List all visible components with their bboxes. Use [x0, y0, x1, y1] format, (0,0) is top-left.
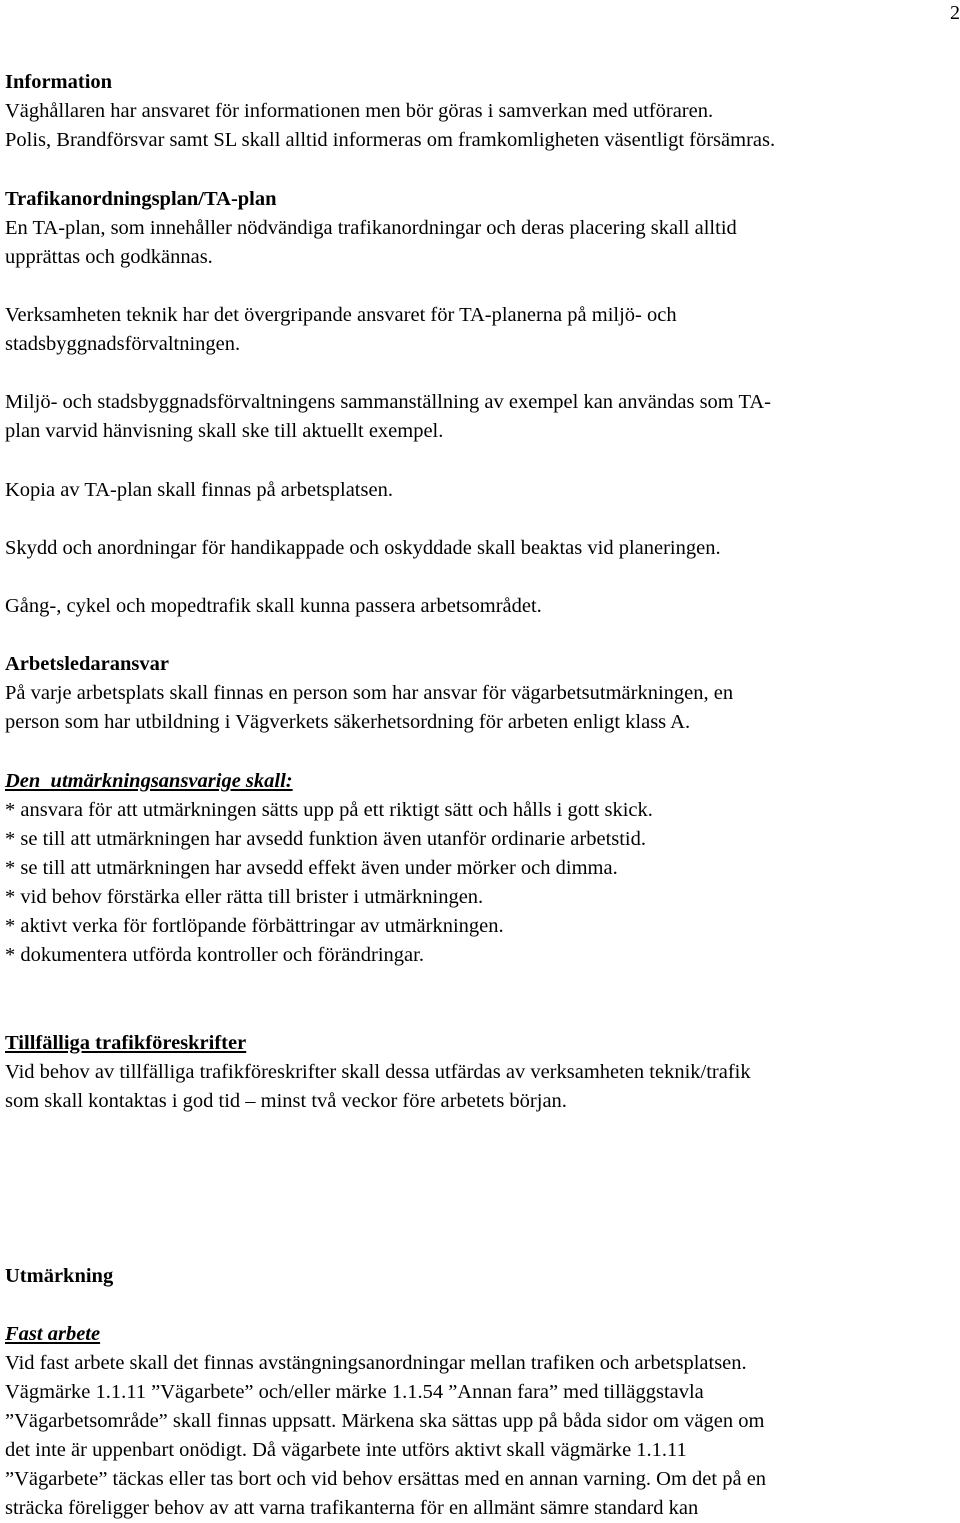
fast-arbete-line-4: det inte är uppenbart onödigt. Då vägarbete inte utförs aktivt skall vägmärke 1.1.11: [5, 1439, 687, 1461]
miljo-paragraph: [5, 388, 957, 446]
miljo-line-2: plan varvid hänvisning skall ske till aktuellt exempel.: [5, 420, 444, 442]
fast-arbete-line-6: sträcka föreligger behov av att varna trafikanterna för en allmänt sämre standard kan: [5, 1497, 699, 1519]
arbetsledaransvar-section: [5, 650, 957, 737]
page-number: 2: [950, 2, 960, 24]
tillfalliga-section: [5, 1029, 957, 1116]
utmarkningsansvarige-item-2: * se till att utmärkningen har avsedd funktion även utanför ordinarie arbetstid.: [5, 828, 647, 850]
information-line-1: Väghållaren har ansvaret för informationen men bör göras i samverkan med utföraren.: [5, 100, 714, 122]
tillfalliga-heading: Tillfälliga trafikföreskrifter: [5, 1032, 247, 1054]
ta-plan-heading: Trafikanordningsplan/TA-plan: [5, 188, 277, 210]
fast-arbete-line-1: Vid fast arbete skall det finnas avstängningsanordningar mellan trafiken och arbetsplatsen.: [5, 1352, 747, 1374]
fast-arbete-line-5: ”Vägarbete” täckas eller tas bort och vid behov ersättas med en annan varning. Om det på en: [5, 1468, 767, 1490]
utmarkning-heading: Utmärkning: [5, 1265, 114, 1287]
arbetsledaransvar-heading: Arbetsledaransvar: [5, 653, 169, 675]
arbetsledaransvar-line-2: person som har utbildning i Vägverkets säkerhetsordning för arbeten enligt klass A.: [5, 711, 691, 733]
miljo-line-1: Miljö- och stadsbyggnadsförvaltningens sammanställning av exempel kan användas som TA-: [5, 391, 772, 413]
gang-line: Gång-, cykel och mopedtrafik skall kunna passera arbetsområdet.: [5, 595, 542, 617]
skydd-line: Skydd och anordningar för handikappade och oskyddade skall beaktas vid planeringen.: [5, 537, 721, 559]
utmarkningsansvarige-heading: Den utmärkningsansvarige skall:: [5, 770, 293, 792]
fast-arbete-heading: Fast arbete: [5, 1323, 101, 1345]
fast-arbete-line-3: ”Vägarbetsområde” skall finnas uppsatt. Märkena ska sättas upp på båda sidor om vägen om: [5, 1410, 765, 1432]
gang-paragraph: [5, 592, 957, 621]
utmarkningsansvarige-item-5: * aktivt verka för fortlöpande förbättringar av utmärkningen.: [5, 915, 504, 937]
verksamheten-paragraph: [5, 301, 957, 359]
ta-plan-line-1: En TA-plan, som innehåller nödvändiga trafikanordningar och deras placering skall alltid: [5, 217, 737, 239]
fast-arbete-section: [5, 1320, 957, 1523]
fast-arbete-line-2: Vägmärke 1.1.11 ”Vägarbete” och/eller märke 1.1.54 ”Annan fara” med tilläggstavla: [5, 1381, 704, 1403]
skydd-paragraph: [5, 534, 957, 563]
utmarkningsansvarige-item-1: * ansvara för att utmärkningen sätts upp på ett riktigt sätt och hålls i gott skick.: [5, 799, 653, 821]
verksamheten-line-2: stadsbyggnadsförvaltningen.: [5, 333, 241, 355]
utmarkningsansvarige-item-3: * se till att utmärkningen har avsedd effekt även under mörker och dimma.: [5, 857, 618, 879]
tillfalliga-line-1: Vid behov av tillfälliga trafikföreskrifter skall dessa utfärdas av verksamheten teknik/trafik: [5, 1061, 751, 1083]
ta-plan-section: [5, 185, 957, 272]
utmarkningsansvarige-section: [5, 767, 957, 970]
utmarkningsansvarige-item-6: * dokumentera utförda kontroller och förändringar.: [5, 944, 424, 966]
verksamheten-line-1: Verksamheten teknik har det övergripande ansvaret för TA-planerna på miljö- och: [5, 304, 677, 326]
utmarkning-section: [5, 1262, 957, 1291]
tillfalliga-line-2: som skall kontaktas i god tid – minst två veckor före arbetets början.: [5, 1090, 567, 1112]
information-line-2: Polis, Brandförsvar samt SL skall alltid informeras om framkomligheten väsentligt försämras.: [5, 129, 776, 151]
kopia-line: Kopia av TA-plan skall finnas på arbetsplatsen.: [5, 479, 393, 501]
ta-plan-line-2: upprättas och godkännas.: [5, 246, 213, 268]
kopia-paragraph: [5, 476, 957, 505]
arbetsledaransvar-line-1: På varje arbetsplats skall finnas en person som har ansvar för vägarbetsutmärkningen, en: [5, 682, 734, 704]
information-section: [5, 68, 957, 155]
information-heading: Information: [5, 71, 113, 93]
utmarkningsansvarige-item-4: * vid behov förstärka eller rätta till brister i utmärkningen.: [5, 886, 484, 908]
